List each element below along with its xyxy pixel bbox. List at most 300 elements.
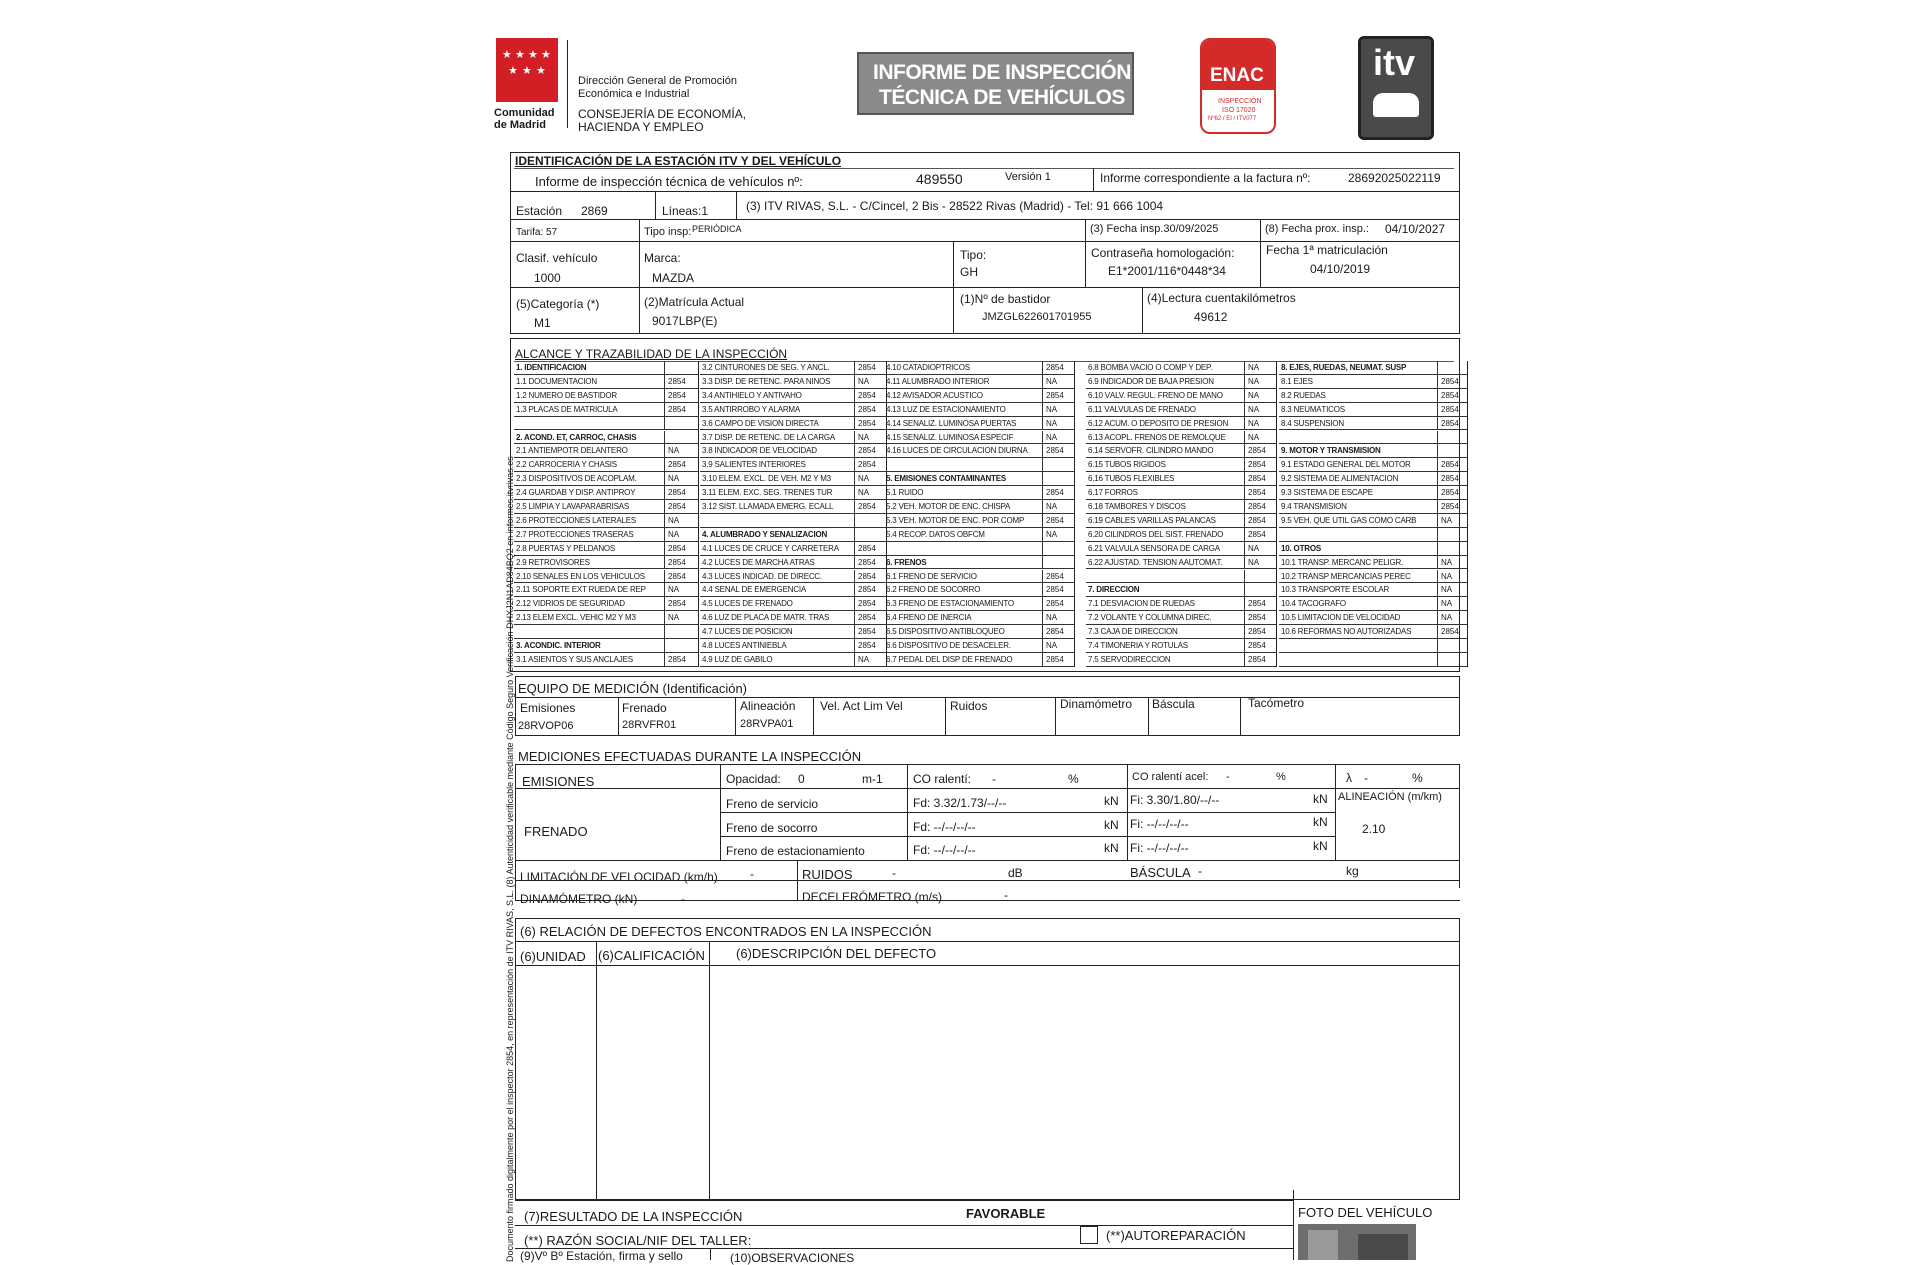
alcance-cell-divider: [1437, 389, 1438, 403]
alcance-row: [884, 500, 1074, 514]
alcance-cell-divider: [1042, 361, 1043, 375]
alcance-cell-divider: [1437, 639, 1438, 653]
alcance-row: [1086, 403, 1276, 417]
alcance-item-label: 4.10 CATADIÓPTRICOS: [886, 364, 970, 372]
alcance-row: [1279, 583, 1467, 597]
alcance-item-label: 2.4 GUARDAB Y DISP. ANTIPROY: [516, 489, 636, 498]
equipment-label: Alineación: [740, 699, 796, 713]
alcance-item-label: 8. EJES, RUEDAS, NEUMAT. SUSP: [1281, 364, 1407, 372]
equipment-value: 28RVOP06: [518, 720, 574, 732]
alcance-cell-divider: [1042, 403, 1043, 417]
bastidor-label: (1)Nº de bastidor: [960, 292, 1051, 306]
alcance-row: [514, 583, 698, 597]
alcance-item-value: NA: [858, 432, 870, 442]
co-ralenti-unit: %: [1068, 772, 1079, 786]
dinamometro-value: -: [681, 892, 685, 906]
alcance-row: [1279, 417, 1467, 431]
alcance-cell-divider: [664, 625, 665, 639]
equipment-label: Tacómetro: [1248, 696, 1305, 710]
alcance-item-label: 4.13 LUZ DE ESTACIONAMIENTO: [886, 405, 1006, 414]
alcance-cell-divider: [854, 417, 855, 431]
alcance-item-value: 2854: [668, 599, 686, 609]
alcance-cell-divider: [1437, 597, 1438, 611]
marca-value: MAZDA: [652, 271, 694, 285]
enac-text: INSPECCIÓN: [1218, 98, 1262, 105]
alcance-item-value: 2854: [858, 613, 876, 623]
alcance-item-label: 2.9 RETROVISORES: [516, 558, 590, 567]
alcance-row: [1086, 597, 1276, 611]
alcance-cell-divider: [854, 361, 855, 375]
foto-label: FOTO DEL VEHÍCULO: [1298, 1205, 1433, 1220]
alcance-item-label: 6.21 VÁLVULA SENSORA DE CARGA: [1088, 544, 1220, 553]
itv-label: itv: [1373, 42, 1416, 83]
alcance-row: [514, 611, 698, 625]
alcance-item-value: NA: [1248, 432, 1260, 442]
alcance-cell-divider: [1437, 570, 1438, 584]
equipment-label: Vel. Act Lim Vel: [820, 699, 903, 713]
alcance-row: [700, 431, 886, 445]
department-line: Dirección General de Promoción: [578, 75, 737, 87]
star-icon: ★: [541, 49, 551, 61]
alcance-cell-divider: [854, 403, 855, 417]
alcance-row: [884, 403, 1074, 417]
alcance-item-value: 2854: [1046, 571, 1064, 581]
alcance-cell-divider: [1244, 389, 1245, 403]
opacidad-label: Opacidad:: [726, 772, 781, 786]
alcance-cell-divider: [664, 514, 665, 528]
alcance-row: [700, 597, 886, 611]
alcance-item-label: 4.12 AVISADOR ACÚSTICO: [886, 391, 983, 400]
observaciones-label: (10)OBSERVACIONES: [730, 1251, 855, 1265]
descripcion-header: (6)DESCRIPCIÓN DEL DEFECTO: [736, 946, 937, 961]
alcance-item-label: 2. ACOND. ET, CARROC, CHASIS: [516, 433, 637, 442]
alcance-item-value: NA: [1441, 613, 1453, 623]
alcance-row: [1279, 611, 1467, 625]
alcance-cell-divider: [1042, 611, 1043, 625]
alcance-item-label: 6.14 SERVOFR. CILINDRO MANDO: [1088, 447, 1214, 456]
alcance-item-value: 2854: [1248, 654, 1266, 664]
freno-estac-fi: Fi: --/--/--/--: [1130, 841, 1189, 855]
alcance-row: [700, 389, 886, 403]
alcance-cell-divider: [664, 583, 665, 597]
alcance-item-label: 7.3 CAJA DE DIRECCIÓN: [1088, 628, 1178, 637]
alcance-item-label: 2.10 SEÑALES EN LOS VEHÍCULOS: [516, 572, 645, 581]
alcance-item-value: 2854: [1248, 627, 1266, 637]
alcance-item-label: 1.2 NÚMERO DE BASTIDOR: [516, 391, 617, 400]
co-acel-unit: %: [1276, 771, 1286, 783]
alcance-item-label: 6.19 CABLES VARILLAS PALANCAS: [1088, 516, 1216, 525]
alcance-cell-divider: [1437, 528, 1438, 542]
alcance-item-value: 2854: [858, 543, 876, 553]
alcance-row: [1086, 542, 1276, 556]
alcance-item-label: 6.5 DISPOSITIVO ANTIBLOQUEO: [886, 628, 1005, 637]
alcance-item-label: 4. ALUMBRADO Y SEÑALIZACIÓN: [702, 530, 828, 539]
alcance-cell-divider: [1244, 458, 1245, 472]
alcance-cell-divider: [1437, 361, 1438, 375]
station-number: 2869: [581, 204, 608, 218]
alcance-cell-divider: [1042, 542, 1043, 556]
alcance-item-label: 4.16 LUCES DE CIRCULACIÓN DIURNA: [886, 447, 1028, 456]
alcance-cell-divider: [854, 375, 855, 389]
alcance-item-value: NA: [668, 515, 680, 525]
alcance-row: [700, 361, 886, 375]
alcance-item-label: 3.1 ASIENTOS Y SUS ANCLAJES: [516, 655, 633, 664]
alcance-group-header: [1279, 444, 1467, 458]
alcance-item-label: 2.1 ANTIEMPOTR DELANTERO: [516, 447, 628, 456]
alcance-cell-divider: [1437, 625, 1438, 639]
alcance-item-label: 3.12 SIST. LLAMADA EMERG. ECALL: [702, 503, 834, 511]
alcance-row: [514, 486, 698, 500]
alcance-group-header: [514, 431, 698, 445]
freno-estac-fd: Fd: --/--/--/--: [913, 843, 976, 857]
freno-socorro-label: Freno de socorro: [726, 821, 818, 835]
calificacion-header: (6)CALIFICACIÓN: [598, 948, 705, 963]
alcance-cell-divider: [1042, 472, 1043, 486]
alcance-item-label: 9.3 SISTEMA DE ESCAPE: [1281, 489, 1373, 498]
alcance-row: [700, 458, 886, 472]
alcance-row: [700, 625, 886, 639]
alcance-row: [884, 417, 1074, 431]
alcance-item-value: NA: [668, 446, 680, 456]
star-icon: ★: [502, 49, 512, 61]
alcance-item-value: NA: [1441, 557, 1453, 567]
alcance-item-value: 2854: [1046, 515, 1064, 525]
car-icon: [1373, 93, 1419, 117]
alcance-group-header: [514, 361, 698, 375]
alcance-cell-divider: [854, 556, 855, 570]
alcance-item-label: 6.22 AJUSTAD. TENSIÓN AAUTOMÁT.: [1088, 558, 1223, 567]
alcance-item-value: 2854: [1248, 460, 1266, 470]
tipo-insp-label: Tipo insp:: [644, 226, 692, 238]
alcance-cell-divider: [1244, 375, 1245, 389]
alcance-cell-divider: [1437, 500, 1438, 514]
alcance-item-label: 4.14 SEÑALIZ. LUMINOSA PUERTAS: [886, 419, 1017, 428]
alcance-item-value: 2854: [858, 599, 876, 609]
alcance-row: [1086, 611, 1276, 625]
alcance-cell-divider: [1244, 361, 1245, 375]
alcance-row: [700, 570, 886, 584]
alcance-row: [514, 625, 698, 639]
report-title: TÉCNICA DE VEHÍCULOS: [879, 86, 1125, 109]
alcance-item-value: 2854: [858, 418, 876, 428]
km-value: 49612: [1194, 310, 1228, 324]
alcance-item-label: 7.4 TIMONERÍA Y RÓTULAS: [1088, 642, 1188, 650]
alcance-row: [514, 403, 698, 417]
alcance-item-label: 5.3 VEH. MOTOR DE ENC. POR COMP: [886, 516, 1025, 525]
alcance-cell-divider: [1042, 458, 1043, 472]
alcance-row: [884, 542, 1074, 556]
alcance-item-value: 2854: [1248, 515, 1266, 525]
alcance-grid: [514, 361, 1460, 667]
equipment-value: 28RVPA01: [740, 718, 794, 730]
kn-unit: kN: [1104, 818, 1119, 832]
alcance-item-value: NA: [858, 654, 870, 664]
alcance-item-value: 2854: [1046, 627, 1064, 637]
autorreparacion-checkbox[interactable]: [1080, 1226, 1098, 1244]
alcance-cell-divider: [854, 500, 855, 514]
alcance-cell-divider: [1042, 570, 1043, 584]
co-acel-label: CO ralentí acel:: [1132, 771, 1209, 783]
alcance-cell-divider: [1437, 472, 1438, 486]
alcance-cell-divider: [664, 486, 665, 500]
alcance-item-value: 2854: [858, 571, 876, 581]
alcance-row: [884, 583, 1074, 597]
alcance-row: [700, 611, 886, 625]
alcance-item-value: 2854: [858, 585, 876, 595]
alcance-row: [700, 472, 886, 486]
alcance-item-label: 3.3 DISP. DE RETENC. PARA NIÑOS: [702, 377, 831, 386]
alcance-cell-divider: [1437, 403, 1438, 417]
alcance-item-label: 10.6 REFORMAS NO AUTORIZADAS: [1281, 628, 1412, 637]
alcance-row: [884, 570, 1074, 584]
clasif-label: Clasif. vehículo: [516, 251, 598, 265]
alcance-cell-divider: [664, 597, 665, 611]
region-name: Comunidad: [494, 107, 555, 119]
freno-socorro-fi: Fi: --/--/--/--: [1130, 817, 1189, 831]
region-name: de Madrid: [494, 119, 546, 131]
alcance-row: [700, 444, 886, 458]
bastidor-value: JMZGL622601701955: [982, 311, 1092, 323]
section-title: (6) RELACIÓN DE DEFECTOS ENCONTRADOS EN LA INSPECCIÓN: [520, 924, 932, 939]
alineacion-value: 2.10: [1362, 822, 1386, 836]
alcance-item-value: 2854: [858, 404, 876, 414]
alcance-item-value: NA: [1046, 432, 1058, 442]
alcance-item-value: NA: [858, 376, 870, 386]
alcance-item-label: 6.16 TUBOS FLEXIBLES: [1088, 475, 1175, 484]
lambda-label: λ: [1346, 771, 1352, 785]
frenado-label: FRENADO: [524, 824, 588, 839]
opacidad-unit: m-1: [862, 772, 883, 786]
alcance-row: [514, 556, 698, 570]
dinamometro-label: DINAMÓMETRO (kN): [520, 892, 638, 906]
alcance-item-label: 3.6 CAMPO DE VISIÓN DIRECTA: [702, 419, 819, 428]
alcance-cell-divider: [854, 653, 855, 667]
alcance-cell-divider: [1042, 444, 1043, 458]
alcance-item-label: 7.1 DESVIACIÓN DE RUEDAS: [1088, 600, 1195, 609]
alcance-item-value: 2854: [1441, 390, 1459, 400]
alcance-item-value: 2854: [1248, 529, 1266, 539]
alcance-group-header: [514, 639, 698, 653]
alcance-item-label: 3.5 ANTIRROBO Y ALARMA: [702, 405, 801, 414]
contrasena-label: Contraseña homologación:: [1091, 246, 1235, 260]
alcance-item-value: 2854: [1441, 460, 1459, 470]
alcance-item-label: 8.2 RUEDAS: [1281, 391, 1326, 400]
alcance-cell-divider: [664, 375, 665, 389]
report-version: Versión 1: [1005, 171, 1051, 183]
star-icon: ★: [528, 49, 538, 61]
alcance-item-label: 4.9 LUZ DE GÁBILO: [702, 655, 773, 664]
alcance-cell-divider: [854, 639, 855, 653]
alcance-item-label: 4.4 SEÑAL DE EMERGENCIA: [702, 586, 807, 595]
alcance-item-label: 1.3 PLACAS DE MATRÍCULA: [516, 405, 618, 414]
alcance-column-divider: [1074, 361, 1075, 667]
kn-unit: kN: [1313, 815, 1328, 829]
decelerometro-value: -: [1004, 888, 1008, 902]
alcance-item-label: 9.1 ESTADO GENERAL DEL MOTOR: [1281, 461, 1411, 470]
alcance-item-value: 2854: [1441, 418, 1459, 428]
ruidos-value: -: [892, 866, 896, 880]
alcance-cell-divider: [1042, 500, 1043, 514]
alcance-row: [884, 611, 1074, 625]
alcance-row: [514, 472, 698, 486]
alcance-cell-divider: [664, 403, 665, 417]
alcance-item-label: 10.4 TACÓGRAFO: [1281, 600, 1346, 609]
alcance-cell-divider: [664, 361, 665, 375]
categoria-value: M1: [534, 316, 551, 330]
alcance-cell-divider: [1244, 611, 1245, 625]
alcance-row: [1086, 570, 1276, 584]
alcance-cell-divider: [854, 444, 855, 458]
alcance-item-label: 6.1 FRENO DE SERVICIO: [886, 572, 977, 581]
tarifa: Tarifa: 57: [516, 227, 558, 238]
alcance-item-value: 2854: [1046, 446, 1064, 456]
alcance-row: [1279, 389, 1467, 403]
alcance-cell-divider: [1437, 611, 1438, 625]
alcance-row: [1279, 375, 1467, 389]
alcance-row: [1086, 389, 1276, 403]
alcance-row: [884, 653, 1074, 667]
alcance-item-label: 10.2 TRANSP MERCANCIAS PEREC: [1281, 572, 1411, 581]
kn-unit: kN: [1104, 841, 1119, 855]
alcance-item-value: 2854: [858, 557, 876, 567]
section-title: ALCANCE Y TRAZABILIDAD DE LA INSPECCIÓN: [515, 347, 788, 361]
alcance-cell-divider: [854, 611, 855, 625]
alcance-cell-divider: [854, 570, 855, 584]
alcance-item-value: 2854: [668, 404, 686, 414]
star-icon: ★: [508, 65, 518, 77]
enac-text: Nº62 / EI / ITV077: [1208, 116, 1257, 122]
alcance-row: [1086, 375, 1276, 389]
alcance-row: [1086, 472, 1276, 486]
alcance-cell-divider: [1042, 417, 1043, 431]
alcance-cell-divider: [854, 528, 855, 542]
alcance-row: [1279, 570, 1467, 584]
alcance-item-label: 9.5 VEH. QUE UTIL GAS COMO CARB: [1281, 516, 1417, 525]
alcance-row: [1086, 625, 1276, 639]
alcance-item-value: 2854: [1441, 488, 1459, 498]
contrasena-value: E1*2001/116*0448*34: [1108, 264, 1226, 278]
alcance-row: [700, 583, 886, 597]
bascula-label: BÁSCULA: [1130, 865, 1191, 880]
alcance-item-value: NA: [1248, 543, 1260, 553]
alcance-item-label: 1. IDENTIFICACIÓN: [516, 364, 587, 372]
alcance-item-value: NA: [1441, 585, 1453, 595]
alcance-item-label: 3.2 CINTURONES DE SEG. Y ANCL.: [702, 364, 830, 372]
alcance-row: [514, 458, 698, 472]
enac-logo: [1200, 38, 1276, 134]
emisiones-label: EMISIONES: [522, 774, 595, 789]
alcance-item-label: 5.4 RECOP. DATOS OBFCM: [886, 530, 985, 539]
alcance-cell-divider: [1042, 653, 1043, 667]
alcance-cell-divider: [1437, 583, 1438, 597]
alcance-item-label: 2.2 CARROCERÍA Y CHASIS: [516, 461, 617, 470]
alcance-item-label: 7.2 VOLANTE Y COLUMNA DIREC.: [1088, 614, 1212, 623]
alcance-item-label: 2.5 LIMPIA Y LAVAPARABRISAS: [516, 503, 630, 511]
alcance-row: [514, 444, 698, 458]
alcance-row: [514, 653, 698, 667]
matricula-value: 9017LBP(E): [652, 314, 718, 328]
alcance-item-value: NA: [668, 613, 680, 623]
alcance-item-label: 9.2 SISTEMA DE ALIMENTACIÓN: [1281, 475, 1399, 484]
alcance-row: [1279, 458, 1467, 472]
alcance-item-value: 2854: [1248, 613, 1266, 623]
alcance-item-label: 3.8 INDICADOR DE VELOCIDAD: [702, 447, 817, 456]
equipment-label: Dinamómetro: [1060, 697, 1133, 711]
alcance-item-label: 2.12 VIDRIOS DE SEGURIDAD: [516, 600, 625, 609]
alcance-cell-divider: [1244, 500, 1245, 514]
alcance-row: [884, 639, 1074, 653]
alcance-item-value: 2854: [1046, 363, 1064, 372]
alcance-row: [884, 361, 1074, 375]
section-title: MEDICIONES EFECTUADAS DURANTE LA INSPECCIÓN: [518, 749, 862, 764]
department-line: CONSEJERÍA DE ECONOMÍA,: [578, 107, 747, 121]
alcance-item-value: 2854: [1441, 404, 1459, 414]
tipo-insp-value: PERIÓDICA: [692, 224, 742, 234]
alcance-item-label: 3.11 ELEM. EXC. SEG. TRENES TUR: [702, 489, 833, 498]
alcance-cell-divider: [1244, 570, 1245, 584]
alcance-item-value: 2854: [668, 571, 686, 581]
alcance-row: [514, 514, 698, 528]
alcance-cell-divider: [664, 472, 665, 486]
alcance-row: [1086, 458, 1276, 472]
alcance-cell-divider: [1244, 431, 1245, 445]
alcance-cell-divider: [1042, 514, 1043, 528]
lines: Líneas:1: [662, 204, 709, 218]
alcance-cell-divider: [854, 472, 855, 486]
alcance-cell-divider: [664, 611, 665, 625]
alcance-cell-divider: [664, 431, 665, 445]
fecha-prox-value: 04/10/2027: [1385, 222, 1446, 236]
freno-socorro-fd: Fd: --/--/--/--: [913, 820, 976, 834]
verification-side-text: Documento firmado digitalmente por el inspector 2854, en representación de ITV RIVAS, S.L. (8) Autenticidad verificable mediante Código Seguro Verificación DHXJ2N1AD84BQ2 en informes.itvrivas.es: [505, 456, 515, 1262]
alcance-row: [700, 486, 886, 500]
alcance-row: [1086, 444, 1276, 458]
alcance-row: [700, 417, 886, 431]
alcance-item-label: 2.7 PROTECCIONES TRASERAS: [516, 530, 634, 539]
alcance-item-label: 4.8 LUCES ANTINIEBLA: [702, 642, 787, 650]
alcance-item-value: 2854: [1046, 654, 1064, 664]
limitacion-label: LIMITACIÓN DE VELOCIDAD (km/h): [520, 870, 718, 884]
decelerometro-label: DECELERÓMETRO (m/s): [802, 890, 943, 904]
alcance-row: [1279, 556, 1467, 570]
alcance-row: [514, 528, 698, 542]
alcance-row: [1279, 500, 1467, 514]
alcance-item-value: 2854: [1248, 446, 1266, 456]
km-label: (4)Lectura cuentakilómetros: [1147, 291, 1296, 305]
alcance-row: [1086, 417, 1276, 431]
alcance-item-label: 6.11 VÁLVULAS DE FRENADO: [1088, 405, 1196, 414]
alcance-cell-divider: [1244, 542, 1245, 556]
alcance-column-divider: [1276, 361, 1277, 667]
unidad-header: (6)UNIDAD: [520, 949, 586, 964]
report-number: 489550: [916, 171, 963, 187]
report-title-box: [857, 52, 1134, 115]
alcance-cell-divider: [1244, 444, 1245, 458]
alcance-item-value: NA: [668, 474, 680, 484]
kn-unit: kN: [1313, 839, 1328, 853]
alcance-row: [884, 458, 1074, 472]
alcance-item-value: 2854: [1441, 627, 1459, 637]
alcance-row: [884, 514, 1074, 528]
alcance-item-value: 2854: [858, 641, 876, 650]
alcance-item-label: 6.9 INDICADOR DE BAJA PRESIÓN: [1088, 377, 1214, 386]
alcance-item-value: NA: [1046, 418, 1058, 428]
alcance-item-label: 10.3 TRANSPORTE ESCOLAR: [1281, 586, 1390, 595]
alcance-row: [1086, 528, 1276, 542]
alcance-cell-divider: [1042, 625, 1043, 639]
alcance-cell-divider: [1437, 417, 1438, 431]
alcance-cell-divider: [1244, 583, 1245, 597]
